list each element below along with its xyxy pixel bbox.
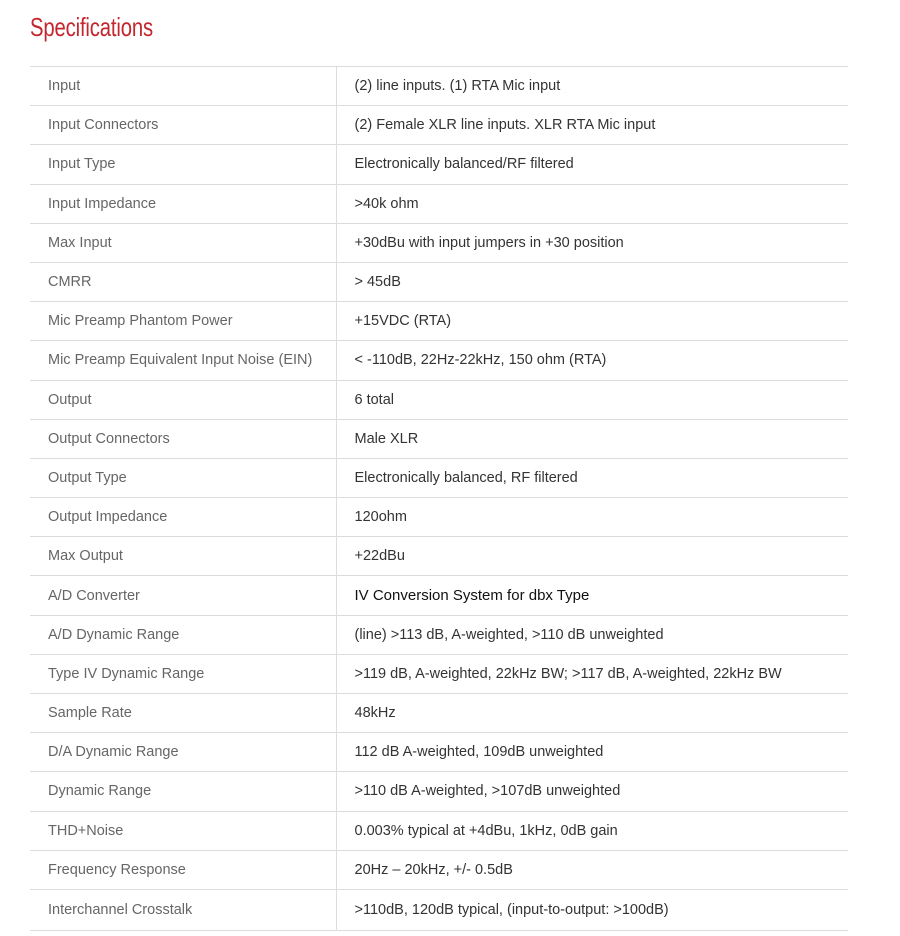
spec-label: Input Type <box>30 145 336 184</box>
spec-label: Output Type <box>30 458 336 497</box>
spec-label: Dynamic Range <box>30 772 336 811</box>
spec-value: (2) Female XLR line inputs. XLR RTA Mic input <box>336 106 848 145</box>
spec-value: Electronically balanced, RF filtered <box>336 458 848 497</box>
spec-value: (2) line inputs. (1) RTA Mic input <box>336 67 848 106</box>
spec-value: +30dBu with input jumpers in +30 position <box>336 223 848 262</box>
spec-row-thd-noise <box>30 811 848 850</box>
spec-row-cmrr <box>30 262 848 301</box>
spec-value: IV Conversion System for dbx Type <box>336 576 848 615</box>
spec-row-dynamic-range <box>30 772 848 811</box>
spec-value: Electronically balanced/RF filtered <box>336 145 848 184</box>
spec-value: 6 total <box>336 380 848 419</box>
spec-row-output-connectors <box>30 419 848 458</box>
spec-value: 120ohm <box>336 498 848 537</box>
spec-value: +22dBu <box>336 537 848 576</box>
spec-row-mic-preamp-ein <box>30 341 848 380</box>
spec-value: >110dB, 120dB typical, (input-to-output: >100dB) <box>336 889 848 930</box>
spec-value: >40k ohm <box>336 184 848 223</box>
spec-row-ad-dynamic-range <box>30 615 848 654</box>
spec-row-output-impedance <box>30 498 848 537</box>
spec-label: Input Impedance <box>30 184 336 223</box>
spec-row-da-dynamic-range <box>30 733 848 772</box>
spec-label: Mic Preamp Phantom Power <box>30 302 336 341</box>
spec-label: Max Output <box>30 537 336 576</box>
spec-row-max-output <box>30 537 848 576</box>
spec-row-input-type <box>30 145 848 184</box>
spec-label: A/D Converter <box>30 576 336 615</box>
spec-value: +15VDC (RTA) <box>336 302 848 341</box>
spec-row-type-iv-dynamic-range <box>30 654 848 693</box>
spec-label: Type IV Dynamic Range <box>30 654 336 693</box>
spec-row-frequency-response <box>30 850 848 889</box>
spec-value: >110 dB A-weighted, >107dB unweighted <box>336 772 848 811</box>
spec-row-sample-rate <box>30 694 848 733</box>
spec-label: Max Input <box>30 223 336 262</box>
spec-value: >119 dB, A-weighted, 22kHz BW; >117 dB, A-weighted, 22kHz BW <box>336 654 848 693</box>
spec-row-output <box>30 380 848 419</box>
spec-label: Interchannel Crosstalk <box>30 889 336 930</box>
spec-row-max-input <box>30 223 848 262</box>
spec-value: Male XLR <box>336 419 848 458</box>
spec-label: Frequency Response <box>30 850 336 889</box>
spec-row-interchannel-crosstalk <box>30 889 848 930</box>
spec-value: (line) >113 dB, A-weighted, >110 dB unweighted <box>336 615 848 654</box>
spec-label: Sample Rate <box>30 694 336 733</box>
spec-label: THD+Noise <box>30 811 336 850</box>
spec-row-input-connectors <box>30 106 848 145</box>
spec-value: 20Hz – 20kHz, +/- 0.5dB <box>336 850 848 889</box>
spec-label: Mic Preamp Equivalent Input Noise (EIN) <box>30 341 336 380</box>
spec-value: 0.003% typical at +4dBu, 1kHz, 0dB gain <box>336 811 848 850</box>
spec-label: Input Connectors <box>30 106 336 145</box>
spec-label: CMRR <box>30 262 336 301</box>
spec-label: Input <box>30 67 336 106</box>
spec-row-input <box>30 67 848 106</box>
spec-row-ad-converter <box>30 576 848 615</box>
spec-value: > 45dB <box>336 262 848 301</box>
spec-row-input-impedance <box>30 184 848 223</box>
spec-value: 112 dB A-weighted, 109dB unweighted <box>336 733 848 772</box>
spec-row-mic-preamp-phantom-power <box>30 302 848 341</box>
spec-value: < -110dB, 22Hz-22kHz, 150 ohm (RTA) <box>336 341 848 380</box>
spec-label: Output <box>30 380 336 419</box>
spec-label: A/D Dynamic Range <box>30 615 336 654</box>
spec-label: Output Impedance <box>30 498 336 537</box>
spec-value: 48kHz <box>336 694 848 733</box>
page-title: Specifications <box>30 12 153 42</box>
spec-label: Output Connectors <box>30 419 336 458</box>
spec-row-output-type <box>30 458 848 497</box>
spec-label: D/A Dynamic Range <box>30 733 336 772</box>
specifications-table <box>30 66 848 931</box>
